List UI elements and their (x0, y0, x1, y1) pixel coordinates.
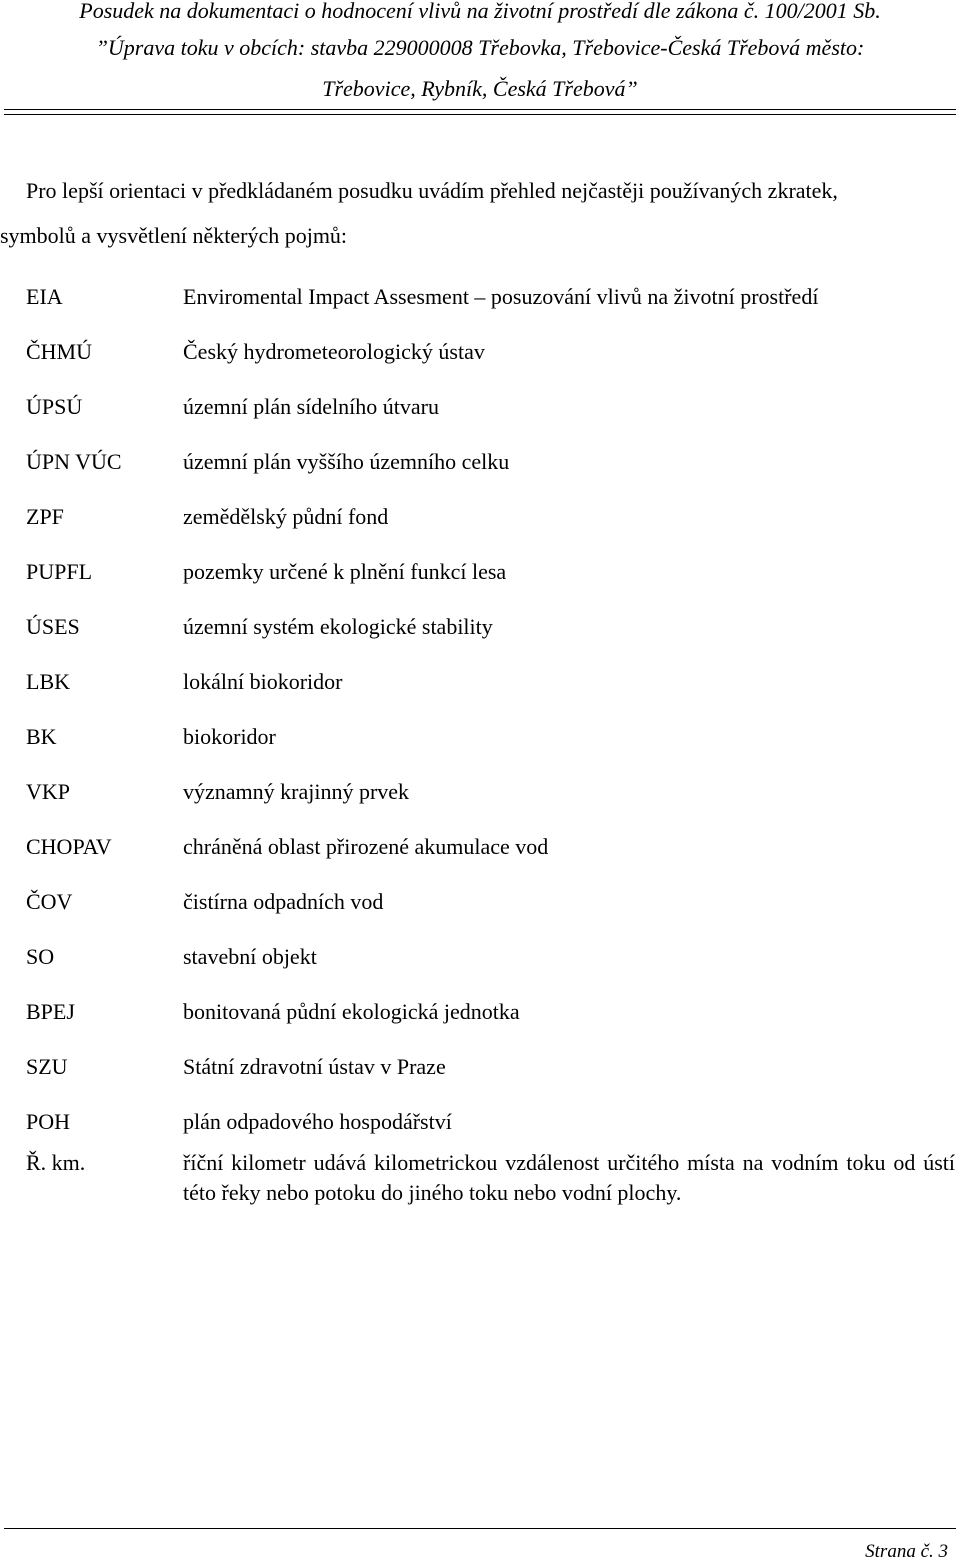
glossary-definition: říční kilometr udává kilometrickou vzdálenost určitého místa na vodním toku od ústí této řeky nebo potoku do jiného toku nebo vodní plochy. (183, 1150, 955, 1205)
glossary-abbreviation: LBK (26, 669, 70, 694)
glossary-row (0, 282, 960, 337)
glossary-definition: biokoridor (183, 724, 276, 749)
glossary-row (0, 392, 960, 447)
glossary-row (0, 722, 960, 777)
glossary-row (0, 337, 960, 392)
glossary-definition: zemědělský půdní fond (183, 504, 389, 529)
header-divider-top (4, 109, 956, 110)
glossary-definition: územní plán sídelního útvaru (183, 394, 439, 419)
glossary-definition: bonitovaná půdní ekologická jednotka (183, 999, 520, 1024)
glossary-row (0, 777, 960, 832)
glossary-abbreviation: VKP (26, 779, 71, 804)
glossary-row (0, 667, 960, 722)
glossary-row (0, 557, 960, 612)
glossary-abbreviation: EIA (26, 284, 63, 309)
glossary-abbreviation: BPEJ (26, 999, 75, 1024)
header-divider-bottom (4, 114, 956, 115)
glossary-abbreviation: ÚPN VÚC (26, 449, 122, 474)
glossary-abbreviation: ČHMÚ (26, 339, 93, 364)
glossary-row (0, 612, 960, 667)
glossary-definition: Enviromental Impact Assesment – posuzování vlivů na životní prostředí (183, 284, 819, 309)
header-project-title: ”Úprava toku v obcích: stavba 229000008 Třebovka, Třebovice-Česká Třebová město: (95, 35, 865, 60)
glossary-row (0, 502, 960, 557)
glossary-abbreviation: ÚSES (26, 614, 80, 639)
glossary-definition: pozemky určené k plnění funkcí lesa (183, 559, 507, 584)
glossary-abbreviation: ÚPSÚ (26, 394, 83, 419)
glossary-row (0, 997, 960, 1052)
glossary-abbreviation: SO (26, 944, 55, 969)
glossary-row (0, 1148, 960, 1208)
glossary-definition: stavební objekt (183, 944, 317, 969)
glossary-abbreviation: PUPFL (26, 559, 93, 584)
glossary-list (0, 282, 960, 1208)
glossary-abbreviation: POH (26, 1109, 71, 1134)
glossary-definition: čistírna odpadních vod (183, 889, 384, 914)
glossary-row (0, 1052, 960, 1107)
glossary-row (0, 942, 960, 997)
page-number: Strana č. 3 (865, 1541, 948, 1562)
footer-divider (4, 1528, 956, 1529)
header-document-title: Posudek na dokumentaci o hodnocení vlivů na životní prostředí dle zákona č. 100/2001 Sb. (79, 0, 881, 23)
glossary-definition: územní systém ekologické stability (183, 614, 493, 639)
glossary-definition: plán odpadového hospodářství (183, 1109, 452, 1134)
glossary-definition: chráněná oblast přirozené akumulace vod (183, 834, 549, 859)
glossary-abbreviation: BK (26, 724, 57, 749)
glossary-definition: Český hydrometeorologický ústav (183, 339, 485, 364)
intro-line-1: Pro lepší orientaci v předkládaném posudku uvádím přehled nejčastěji používaných zkratek, (26, 178, 838, 203)
glossary-row (0, 1107, 960, 1148)
glossary-abbreviation: ČOV (26, 889, 73, 914)
glossary-row (0, 887, 960, 942)
intro-line-2: symbolů a vysvětlení některých pojmů: (0, 223, 348, 248)
intro-paragraph (0, 168, 960, 258)
glossary-row (0, 447, 960, 502)
glossary-definition: Státní zdravotní ústav v Praze (183, 1054, 446, 1079)
glossary-definition: lokální biokoridor (183, 669, 343, 694)
glossary-abbreviation: ZPF (26, 504, 64, 529)
glossary-abbreviation: Ř. km. (26, 1150, 86, 1175)
glossary-abbreviation: SZU (26, 1054, 68, 1079)
glossary-row (0, 832, 960, 887)
header-project-location: Třebovice, Rybník, Česká Třebová” (322, 76, 638, 101)
glossary-abbreviation: CHOPAV (26, 834, 112, 859)
glossary-definition: územní plán vyššího územního celku (183, 449, 510, 474)
glossary-definition: významný krajinný prvek (183, 779, 410, 804)
